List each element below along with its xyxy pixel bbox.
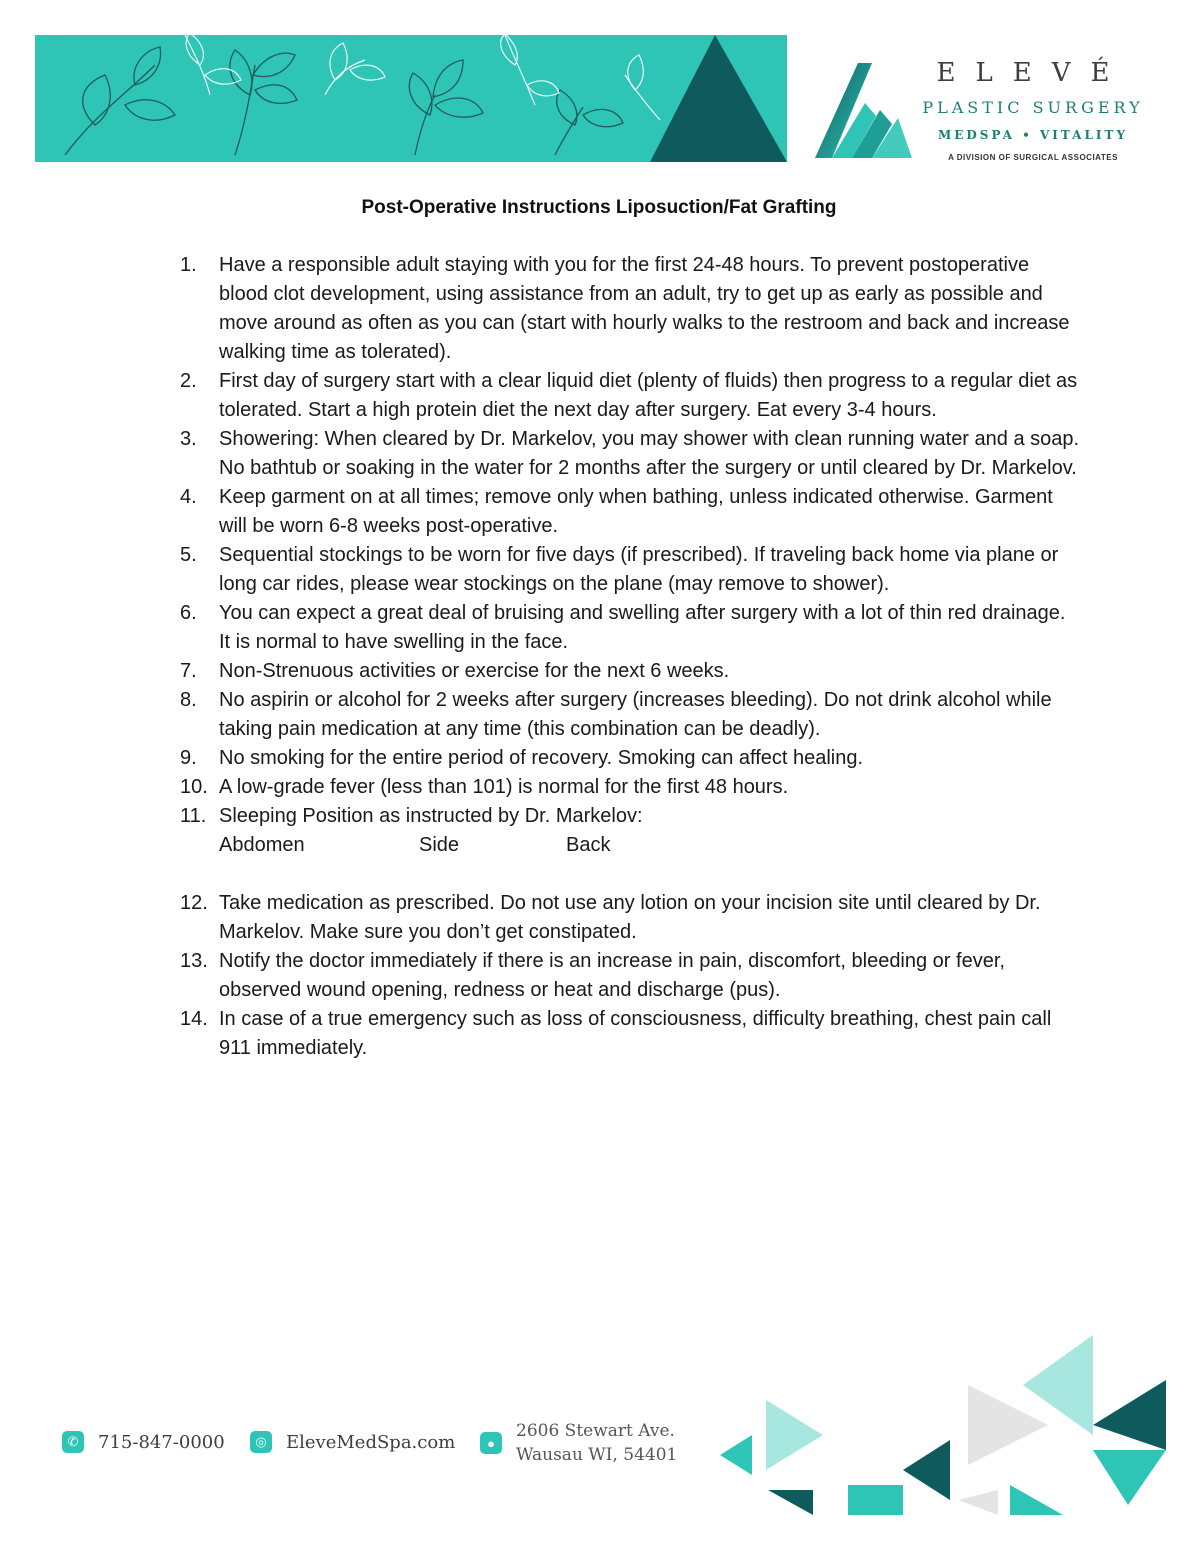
item-text: Sleeping Position as instructed by Dr. Markelov: <box>219 805 643 827</box>
item-number: 11. <box>180 805 207 827</box>
document-title: Post-Operative Instructions Liposuction/Fat Grafting <box>361 197 837 218</box>
item-text: A low-grade fever (less than 101) is normal for the first 48 hours. <box>219 776 789 798</box>
item-number: 5. <box>180 544 197 566</box>
brand-tagline-plastic-surgery: PLASTIC SURGERY <box>922 98 1144 117</box>
item-number: 2. <box>180 370 197 392</box>
location-pin-icon: ● <box>480 1432 502 1454</box>
footer-phone <box>62 1431 225 1453</box>
item-text: Non-Strenuous activities or exercise for the next 6 weeks. <box>219 660 730 682</box>
item-text: Sequential stockings to be worn for five days (if prescribed). If traveling back home via plane or long car rides, please wear stockings on the plane (may remove to shower). <box>219 544 1059 595</box>
globe-icon: ◎ <box>250 1431 272 1453</box>
item-text: Have a responsible adult staying with you for the first 24-48 hours. To prevent postoperative blood clot development, using assistance from an adult, try to get up as early as possible and move around as often as you can (start with hourly walks to the restroom and back and increase walking time as tolerated). <box>219 254 1070 363</box>
sleep-option-abdomen: Abdomen <box>219 834 305 856</box>
list-item <box>180 889 1080 947</box>
item-text: In case of a true emergency such as loss of consciousness, difficulty breathing, chest pain call 911 immediately. <box>219 1008 1052 1059</box>
list-item <box>180 802 1080 889</box>
item-number: 3. <box>180 428 197 450</box>
sleep-option-back: Back <box>566 834 611 856</box>
list-item <box>180 541 1080 599</box>
item-number: 14. <box>180 1008 208 1030</box>
item-number: 13. <box>180 950 208 972</box>
item-number: 7. <box>180 660 197 682</box>
item-text: Notify the doctor immediately if there is an increase in pain, discomfort, bleeding or fever, observed wound opening, redness or heat and discharge (pus). <box>219 950 1005 1001</box>
eleve-logo-mark <box>810 58 915 163</box>
item-number: 6. <box>180 602 197 624</box>
address-line-2: Wausau WI, 54401 <box>516 1445 678 1465</box>
list-item <box>180 425 1080 483</box>
brand-name: ELEVÉ <box>936 58 1130 88</box>
list-item <box>180 599 1080 657</box>
item-number: 9. <box>180 747 197 769</box>
item-number: 4. <box>180 486 197 508</box>
header-floral-banner <box>35 35 787 162</box>
phone-number[interactable]: 715-847-0000 <box>98 1431 225 1453</box>
item-text: No smoking for the entire period of recovery. Smoking can affect healing. <box>219 747 864 769</box>
sleep-position-options <box>219 831 1080 860</box>
brand-division: A DIVISION OF SURGICAL ASSOCIATES <box>948 153 1118 162</box>
item-number: 8. <box>180 689 197 711</box>
website-link[interactable]: EleveMedSpa.com <box>286 1431 456 1453</box>
item-text: Showering: When cleared by Dr. Markelov, you may shower with clean running water and a soap. No bathtub or soaking in the water for 2 months after the surgery or until cleared by Dr. Markelov. <box>219 428 1080 479</box>
footer-triangle-decoration <box>718 1330 1178 1520</box>
list-item <box>180 773 1080 802</box>
instructions-list <box>180 251 1080 1063</box>
item-number: 12. <box>180 892 208 914</box>
address-line-1: 2606 Stewart Ave. <box>516 1421 675 1441</box>
list-item <box>180 686 1080 744</box>
item-text: You can expect a great deal of bruising and swelling after surgery with a lot of thin red drainage. It is normal to have swelling in the face. <box>219 602 1066 653</box>
list-item <box>180 1005 1080 1063</box>
item-number: 10. <box>180 776 208 798</box>
list-item <box>180 947 1080 1005</box>
item-text: No aspirin or alcohol for 2 weeks after surgery (increases bleeding). Do not drink alcohol while taking pain medication at any time (this combination can be deadly). <box>219 689 1052 740</box>
footer-address <box>480 1419 677 1467</box>
list-item <box>180 367 1080 425</box>
list-item <box>180 657 1080 686</box>
list-item <box>180 251 1080 367</box>
address <box>516 1419 677 1467</box>
footer-website <box>250 1431 455 1453</box>
phone-icon: ✆ <box>62 1431 84 1453</box>
brand-tagline-medspa: MEDSPA • VITALITY <box>937 128 1129 142</box>
item-text: First day of surgery start with a clear liquid diet (plenty of fluids) then progress to a regular diet as tolerated. Start a high protein diet the next day after surgery. Eat every 3-4 hours. <box>219 370 1078 421</box>
item-number: 1. <box>180 254 197 276</box>
footer-contacts <box>62 1415 722 1475</box>
list-item <box>180 483 1080 541</box>
sleep-option-side: Side <box>419 834 460 856</box>
list-item <box>180 744 1080 773</box>
item-text: Keep garment on at all times; remove only when bathing, unless indicated otherwise. Garment will be worn 6-8 weeks post-operative. <box>219 486 1053 537</box>
item-text: Take medication as prescribed. Do not use any lotion on your incision site until cleared by Dr. Markelov. Make sure you don’t get constipated. <box>219 892 1041 943</box>
eleve-logo <box>810 58 1150 168</box>
